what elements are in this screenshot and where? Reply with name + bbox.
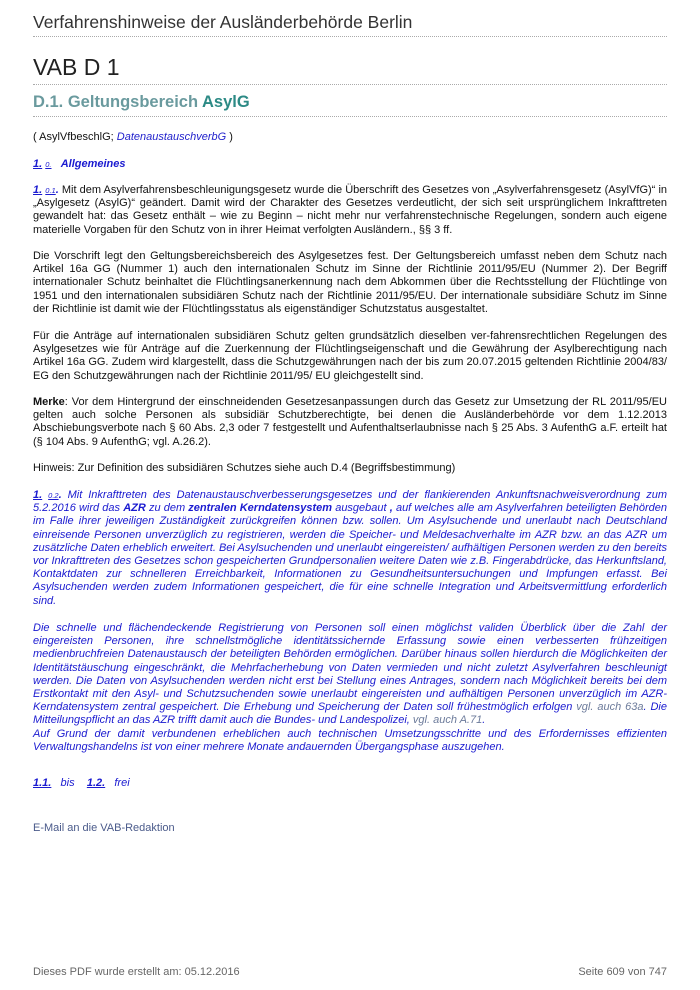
vab-heading: VAB D 1 <box>33 54 120 80</box>
paragraph-1 <box>33 184 667 237</box>
anchor-1-p1[interactable]: 1. <box>33 184 43 196</box>
footer-page-number: Seite 609 von 747 <box>578 966 667 978</box>
divider <box>33 36 667 37</box>
azr-text-3: ausgebaut <box>332 502 390 515</box>
anchor-0-1[interactable]: 0.1 <box>45 186 56 195</box>
merke-label: Merke <box>33 396 65 408</box>
anchor-dot-2: . <box>58 489 62 501</box>
merke-text: : Vor dem Hintergrund der einschneidenden Gesetzesanpassungen durch das Gesetz zur Umsetzung der RL 2011/95/EU gelten auch solche Personen als subsidiär Schutzberechtigte, bei denen die Ausländerbehörde vor dem 1.12.2013 Abschiebungsverbote nach § 60 Abs. 2,3 oder 7 festgestellt und Aufenthaltserlaubnisse nach § 25 Abs. 3 AufenthG a.F. erteilt hat (§ 104 Abs. 9 AufenthG; vgl. A.26.2). <box>33 396 667 448</box>
anchor-dot: . <box>55 184 59 196</box>
anchor-1-2[interactable]: 1.2. <box>86 777 106 789</box>
footer-created: Dieses PDF wurde erstellt am: 05.12.2016 <box>33 966 240 978</box>
law-references <box>33 131 233 143</box>
paragraph-azr <box>33 489 667 608</box>
anchor-1-0[interactable]: 0. <box>45 160 52 169</box>
registrierung-text-4: Auf Grund der damit verbundenen erheblichen auch technischen Umsetzungsschritte und des Erfordernisses effizienten Verwaltungshandelns ist von einer mehrere Monate andauernden Übergangsphase auszugehen. <box>33 727 667 753</box>
section-title <box>33 93 250 112</box>
registrierung-text-1: Die schnelle und flächendeckende Registrierung von Personen soll einen möglichst validen Überblick über die Zahl der eingereisten Personen, ihre schnellstmögliche identitätssichernde Erfassung sowie einen verbesserten frühzeitigen medienbruchfreien Datenaustausch der beteiligten Behörden ermöglichen. Darüber hinaus sollen hierdurch die Möglichkeiten der Identitätstäuschung eingeschränkt, die Mehrfacherhebung von Daten vermieden und nicht zuletzt Asylverfahren beschleunigt werden. Die Daten von Asylsuchenden werden nicht erst bei Stellung eines Antrages, sondern nach Möglichkeit bereits bei dem Erstkontakt mit den Asyl- und Schutzsuchenden sowie unerlaubt eingereisten und aufhältigen Personen unverzüglich im AZR-Kerndatensystem zentral gespeichert. Die Erhebung und Speicherung der Daten soll frühestmöglich erfolgen <box>33 622 667 714</box>
anchor-1-p6[interactable]: 1. <box>33 489 43 501</box>
frei-text: frei <box>114 777 130 789</box>
laws-close: ) <box>226 131 233 143</box>
anchor-1[interactable]: 1. <box>33 158 43 170</box>
document-title: Verfahrenshinweise der Ausländerbehörde Berlin <box>33 12 413 32</box>
section-title-prefix: D.1. Geltungsbereich <box>33 93 203 111</box>
laws-open: ( AsylVfbeschlG; <box>33 131 117 143</box>
registrierung-text-2: . Die Mitteilungspflicht an das AZR trifft damit auch die Bundes- und Landespolizei, <box>33 701 667 727</box>
divider <box>33 116 667 117</box>
allgemeines-label: Allgemeines <box>60 158 126 170</box>
registrierung-text-3: . <box>482 714 486 727</box>
azr-text-1: Mit Inkrafttreten des Datenaustauschverbesserungsgesetzes und der flankierenden Ankunftsnachweisverordnung zum 5.2.2016 wird das <box>33 489 667 515</box>
azr-bold: AZR <box>123 502 146 515</box>
allgemeines-heading <box>33 158 667 171</box>
azr-comma: , <box>389 502 393 515</box>
bis-text: bis <box>60 777 75 789</box>
paragraph-registrierung <box>33 622 667 754</box>
frei-line <box>33 777 667 790</box>
paragraph-3: Für die Anträge auf internationalen subsidiären Schutz gelten grundsätzlich dieselben ver-fahrensrechtlichen Regelungen des Asylgesetzes wie für Anträge auf die Zuerkennung der Flüchtlingseigenschaft und die Gewährung der Asylberechtigung nach Artikel 16a GG. Zudem wird klargestellt, dass die Schutzgewährungen nach der bis zum 20.07.2015 geltenden Richtlinie 2004/83/ EG den Schutzgewährungen nach der Richtlinie 2011/95/ EU gleichgestellt sind. <box>33 330 667 382</box>
anchor-1-1[interactable]: 1.1. <box>33 777 52 789</box>
azr-text-2: zu dem <box>145 502 189 515</box>
anchor-0-2[interactable]: 0.2 <box>48 491 59 500</box>
paragraph-merke <box>33 396 667 449</box>
ref-a71-link[interactable]: vgl. auch A.71 <box>412 714 483 727</box>
section-title-accent: AsylG <box>202 93 250 111</box>
paragraph-hinweis: Hinweis: Zur Definition des subsidiären Schutzes siehe auch D.4 (Begriffsbestimmung) <box>33 462 456 474</box>
divider <box>33 84 667 85</box>
ref-63a-link[interactable]: vgl. auch 63a <box>576 701 644 714</box>
datenaustauschverbg-link[interactable]: DatenaustauschverbG <box>116 131 227 143</box>
email-redaktion-link[interactable]: E-Mail an die VAB-Redaktion <box>33 822 175 834</box>
kerndatensystem-bold: zentralen Kerndatensystem <box>188 502 333 515</box>
paragraph-1-text: Mit dem Asylverfahrensbeschleunigungsgesetz wurde die Überschrift des Gesetzes von „Asylverfahrensgesetz (AsylVfG)“ in „Asylgesetz (AsylG)“ geändert. Damit wird der Charakter des Gesetzes verdeutlicht, der sich seit ursprünglichem Inkrafttreten gewandelt hat: das Gesetz enthält – wie zu Beginn – nicht mehr nur verfahrenstechnische Regelungen, sondern auch eigene materielle Vorgaben für den Schutz von in ihrer Heimat verfolgten Ausländern., §§ 3 ff. <box>33 184 667 236</box>
paragraph-2: Die Vorschrift legt den Geltungsbereichsbereich des Asylgesetzes fest. Der Geltungsbereich umfasst neben dem Schutz nach Artikel 16a GG (Nummer 1) auch den internationalen Schutz im Sinne der Richtlinie 2011/95/EU (Nummer 2). Der Begriff internationaler Schutz beinhaltet die Flüchtlingsanerkennung nach dem Abkommen über die Rechtsstellung der Flüchtlinge von 1951 und den internationalen subsidiären Schutz nach der Richtlinie 2011/95/EU. Der internationale subsidiäre Schutz im Sinne der Richtlinie ist damit wie der Flüchtlingsstatus als eigenständiger Schutzstatus ausgestaltet. <box>33 250 667 315</box>
azr-text-4: auf welches alle am Asylverfahren beteiligten Behörden im Falle ihrer jeweiligen Zuständigkeit zurückgreifen können bzw. sollen. Um Asylsuchende und unerlaubt nach Deutschland einreisende Personen unverzüglich zu registrieren, werden die Speicher- und Meldesachverhalte im AZR bzw. an das AZR um zusätzliche Daten erheblich erweitert. Bei Asylsuchenden und unerlaubt eingereisten/ aufhältigen Personen werden zu den bereits vor Inkrafttreten des Gesetzes schon gespeicherten Grundpersonalien weitere Daten wie z.B. Fingerabdrücke, das Herkunftsland, Kontaktdaten zur schnelleren Erreichbarkeit, Informationen zu Gesundheitsuntersuchungen und Impfungen erfasst. Bei Asylsuchenden werden zudem Informationen gespeichert, die für eine schnelle Integration und Arbeitsvermittlung erforderlich sind. <box>33 502 668 607</box>
